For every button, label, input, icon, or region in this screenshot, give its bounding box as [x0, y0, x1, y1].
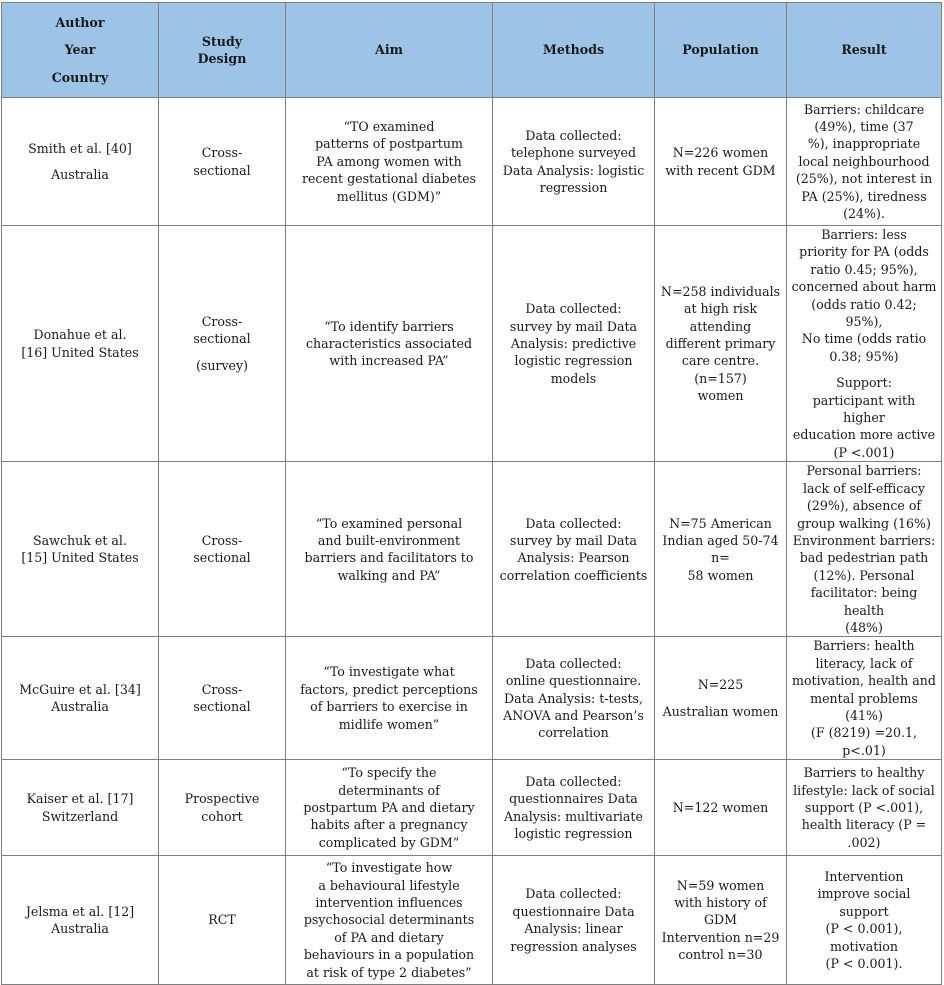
cell-line: facilitator: being health: [810, 585, 918, 618]
cell-line: Prospective: [184, 791, 260, 807]
cell-line: regression: [539, 179, 608, 195]
cell-line: with recent GDM: [665, 162, 776, 178]
cell-line: RCT: [208, 912, 236, 928]
cell-line: “To examined personal: [315, 515, 463, 531]
cell-line: of PA and dietary: [334, 929, 444, 945]
cell-line: questionnaires Data: [509, 791, 638, 807]
cell-line: Cross-: [201, 532, 243, 548]
studies-table: [1, 2, 942, 985]
cell-line: No time (odds ratio: [801, 331, 927, 347]
cell-line: .002): [847, 834, 881, 850]
cell-result: [787, 226, 942, 462]
cell-line: Data collected:: [525, 127, 622, 143]
cell-line: women: [697, 388, 744, 404]
cell-line: at risk of type 2 diabetes”: [306, 964, 472, 980]
table-row: [2, 462, 942, 637]
cell-design: [159, 760, 286, 856]
cell-design: [159, 637, 286, 760]
cell-line: Support:: [836, 375, 892, 391]
header-aim: Aim: [286, 3, 493, 98]
cell-line: postpartum PA and dietary: [303, 799, 475, 815]
cell-line: Data Analysis: t-tests,: [503, 690, 644, 706]
cell-line: psychosocial determinants: [303, 912, 475, 928]
cell-result: [787, 637, 942, 760]
cell-aim: [286, 98, 493, 226]
table-row: [2, 856, 942, 985]
cell-aim: [286, 856, 493, 985]
cell-line: Donahue et al.: [33, 327, 127, 343]
cell-line: walking and PA”: [337, 567, 441, 583]
cell-line: of barriers to exercise in: [310, 699, 468, 715]
cell-population: [655, 462, 787, 637]
cell-line: (survey): [195, 358, 249, 374]
cell-line: local neighbourhood: [798, 153, 930, 169]
cell-line: at high risk attending: [683, 301, 758, 334]
cell-line: midlife women”: [338, 716, 440, 732]
cell-line: Intervention n=29: [661, 929, 780, 945]
cell-population: [655, 637, 787, 760]
cell-line: participant with higher: [812, 392, 916, 426]
cell-line: barriers and facilitators to: [304, 550, 474, 566]
table-row: [2, 226, 942, 462]
cell-line: Analysis: multivariate: [504, 808, 643, 824]
cell-result: [787, 98, 942, 226]
cell-line: Jelsma et al. [12]: [25, 903, 135, 919]
cell-line: different primary: [665, 335, 776, 351]
cell-line: complicated by GDM”: [318, 834, 460, 850]
header-result: Result: [787, 3, 942, 98]
header-author-line: Country: [51, 69, 109, 85]
cell-line: habits after a pregnancy: [310, 817, 468, 833]
cell-line: “To identify barriers: [324, 318, 454, 334]
cell-methods: [493, 98, 655, 226]
cell-line: factors, predict perceptions: [300, 681, 478, 697]
cell-line: N=258 individuals: [660, 283, 781, 299]
cell-line: Barriers to healthy: [803, 765, 925, 781]
cell-line: (12%). Personal: [813, 567, 915, 583]
cell-line: Indian aged 50-74 n=: [662, 532, 779, 566]
cell-methods: [493, 760, 655, 856]
cell-line: questionnaire Data: [512, 903, 635, 919]
cell-line: lack of self-efficacy: [802, 480, 926, 496]
cell-population: [655, 98, 787, 226]
cell-line: Data collected:: [525, 515, 622, 531]
cell-line: patterns of postpartum: [315, 136, 463, 152]
cell-methods: [493, 462, 655, 637]
cell-line: Barriers: health: [813, 638, 915, 654]
cell-line: [15] United States: [21, 550, 139, 566]
cell-line: N=225: [697, 676, 744, 692]
cell-line: %), inappropriate: [807, 136, 921, 152]
cell-author: [2, 226, 159, 462]
cell-line: survey by mail Data: [509, 532, 638, 548]
cell-line: PA (25%), tiredness: [801, 188, 927, 204]
cell-population: [655, 856, 787, 985]
cell-line: Sawchuk et al.: [33, 532, 127, 548]
cell-line: McGuire et al. [34]: [19, 681, 141, 697]
cell-line: improve social support: [817, 886, 911, 919]
cell-line: concerned about harm: [791, 279, 937, 295]
cell-line: N=75 American: [669, 515, 772, 531]
table-body: [2, 98, 942, 985]
cell-line: PA among women with: [316, 153, 462, 169]
header-design-line: Design: [197, 51, 247, 66]
cell-line: (29%), absence of: [806, 498, 922, 514]
cell-line: “To investigate what: [323, 664, 455, 680]
cell-line: Switzerland: [41, 808, 119, 824]
cell-design: [159, 98, 286, 226]
cell-line: (48%): [845, 619, 883, 635]
cell-line: mental problems (41%): [810, 690, 918, 723]
cell-line: Data Analysis: logistic: [502, 162, 645, 178]
cell-design: [159, 856, 286, 985]
cell-line: Environment barriers:: [792, 532, 936, 548]
cell-line: Australia: [51, 921, 109, 937]
cell-line: bad pedestrian path: [799, 550, 929, 566]
cell-line: Data collected:: [525, 886, 622, 902]
cell-line: “To specify the: [341, 765, 437, 781]
cell-aim: [286, 226, 493, 462]
cell-line: sectional: [193, 162, 251, 178]
cell-line: Smith et al. [40]: [28, 141, 132, 157]
cell-author: [2, 637, 159, 760]
cell-methods: [493, 856, 655, 985]
header-author-line: Author: [55, 14, 105, 30]
cell-result: [787, 760, 942, 856]
cell-line: “TO examined: [343, 118, 435, 134]
cell-line: telephone surveyed: [510, 145, 637, 161]
cell-line: (F (8219) =20.1, p<.01): [810, 725, 918, 758]
cell-line: (49%), time (37: [814, 118, 914, 134]
cell-line: Cross-: [201, 313, 243, 329]
cell-design: [159, 462, 286, 637]
cell-line: (P < 0.001).: [825, 956, 903, 971]
cell-line: (P <.001): [833, 444, 895, 460]
cell-line: ratio 0.45; 95%),: [810, 261, 918, 277]
cell-author: [2, 856, 159, 985]
cell-line: Personal barriers:: [806, 463, 922, 479]
cell-line: with history of GDM: [674, 895, 767, 928]
cell-line: Cross-: [201, 145, 243, 161]
cell-line: group walking (16%): [797, 515, 931, 531]
cell-line: 58 women: [687, 567, 754, 583]
cell-line: control n=30: [678, 947, 763, 963]
cell-line: Australian women: [662, 704, 779, 720]
cell-line: health literacy (P =: [801, 817, 927, 833]
header-row: [2, 3, 942, 98]
cell-line: Analysis: linear: [524, 921, 623, 937]
table-row: [2, 98, 942, 226]
cell-methods: [493, 226, 655, 462]
cell-line: correlation coefficients: [499, 567, 648, 583]
cell-design: [159, 226, 286, 462]
cell-line: sectional: [193, 699, 251, 715]
cell-line: Australia: [51, 699, 109, 715]
cell-line: N=59 women: [676, 877, 765, 893]
cell-line: “To investigate how: [325, 860, 453, 876]
cell-line: N=122 women: [672, 799, 769, 815]
cell-author: [2, 760, 159, 856]
cell-population: [655, 226, 787, 462]
cell-line: Barriers: childcare: [803, 101, 925, 117]
cell-line: 0.38; 95%): [829, 348, 899, 364]
cell-result: [787, 462, 942, 637]
cell-line: Data collected:: [525, 655, 622, 671]
cell-aim: [286, 760, 493, 856]
cell-line: (25%), not interest in: [795, 171, 933, 187]
cell-line: correlation: [538, 725, 609, 741]
cell-result: [787, 856, 942, 985]
cell-line: cohort: [201, 808, 243, 824]
cell-line: recent gestational diabetes: [301, 171, 477, 187]
cell-aim: [286, 462, 493, 637]
cell-line: logistic regression: [514, 353, 633, 369]
cell-line: characteristics associated: [305, 335, 473, 351]
cell-line: a behavioural lifestyle: [318, 877, 460, 893]
cell-aim: [286, 637, 493, 760]
cell-author: [2, 462, 159, 637]
cell-line: lifestyle: lack of social: [793, 782, 935, 798]
cell-line: survey by mail Data: [509, 318, 638, 334]
cell-line: (odds ratio 0.42; 95%),: [811, 296, 917, 330]
table-row: [2, 760, 942, 856]
cell-line: behaviours in a population: [303, 947, 475, 963]
cell-line: N=226 women: [672, 145, 769, 161]
cell-line: education more active: [792, 427, 936, 443]
cell-line: [16] United States: [21, 344, 139, 360]
cell-author: [2, 98, 159, 226]
cell-methods: [493, 637, 655, 760]
cell-population: [655, 760, 787, 856]
cell-line: Intervention: [824, 868, 904, 884]
cell-line: logistic regression: [514, 826, 633, 842]
cell-line: determinants of: [338, 782, 440, 798]
header-methods: Methods: [493, 3, 655, 98]
cell-line: care centre. (n=157): [681, 353, 760, 386]
cell-line: Kaiser et al. [17]: [26, 791, 134, 807]
cell-line: Barriers: less: [821, 227, 907, 242]
header-author-line: Year: [64, 42, 96, 58]
header-design: [159, 3, 286, 98]
cell-line: Analysis: predictive: [510, 335, 637, 351]
cell-line: Data collected:: [525, 301, 622, 317]
cell-line: support (P <.001),: [804, 799, 924, 815]
cell-line: regression analyses: [510, 938, 637, 954]
cell-line: and built-environment: [317, 532, 461, 548]
cell-line: Analysis: Pearson: [517, 550, 630, 566]
cell-line: Cross-: [201, 681, 243, 697]
cell-line: (24%).: [843, 206, 885, 222]
cell-line: Data collected:: [525, 773, 622, 789]
cell-line: with increased PA”: [329, 353, 449, 369]
cell-line: mellitus (GDM)”: [336, 188, 442, 204]
cell-line: sectional: [193, 330, 251, 346]
cell-line: motivation, health and: [792, 673, 936, 689]
header-design-line: Study: [201, 33, 243, 49]
cell-line: intervention influences: [315, 895, 463, 911]
cell-line: sectional: [193, 550, 251, 566]
cell-line: online questionnaire.: [505, 673, 642, 689]
table-row: [2, 637, 942, 760]
cell-line: ANOVA and Pearson’s: [503, 707, 644, 723]
cell-line: Australia: [51, 166, 109, 182]
header-population: Population: [655, 3, 787, 98]
cell-line: (P < 0.001), motivation: [825, 921, 903, 954]
cell-line: models: [550, 370, 597, 386]
cell-line: priority for PA (odds: [799, 244, 929, 260]
header-author: [2, 3, 159, 98]
cell-line: literacy, lack of: [815, 655, 913, 671]
